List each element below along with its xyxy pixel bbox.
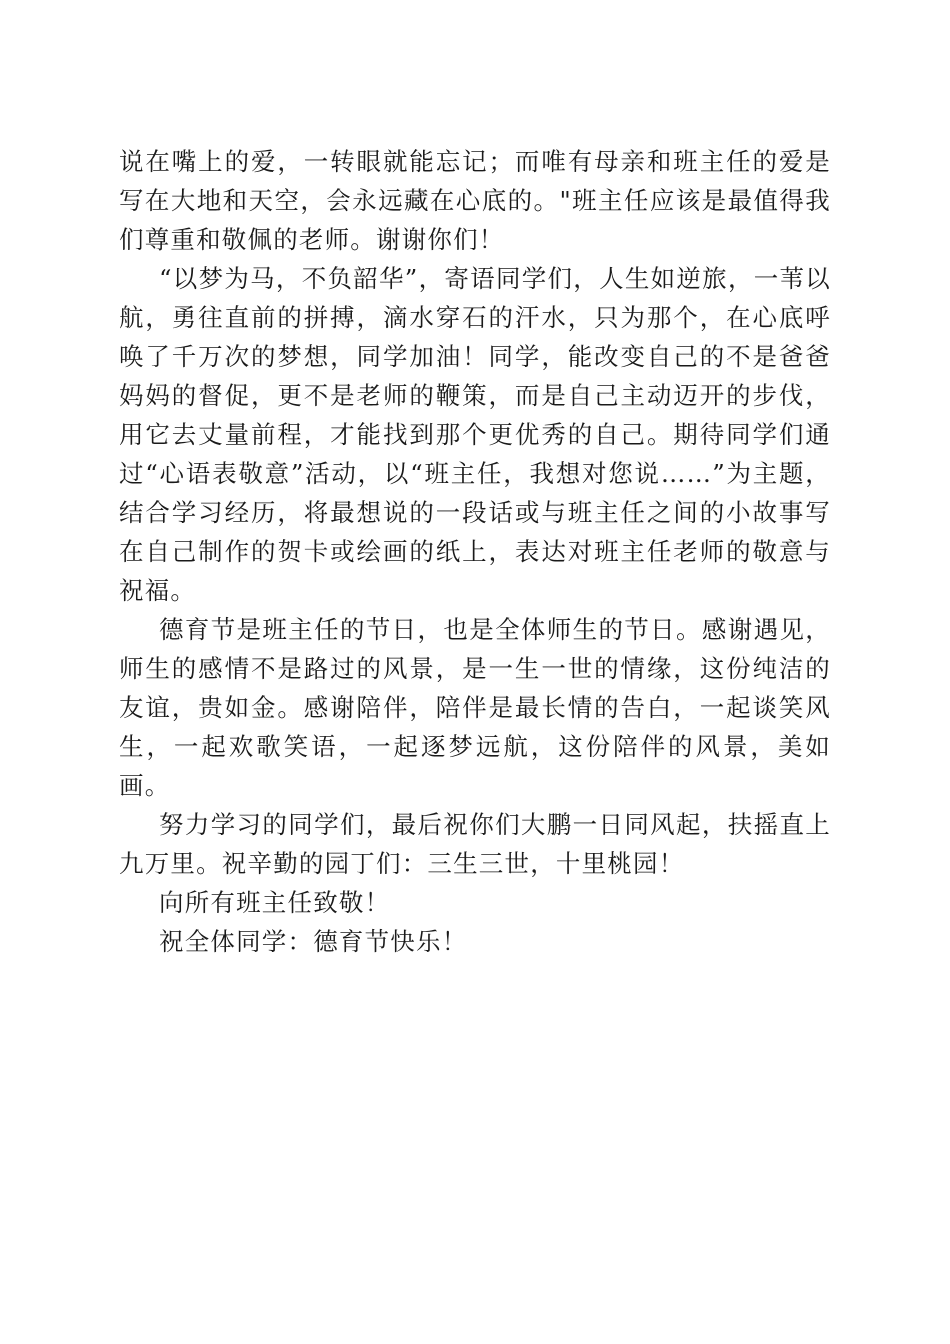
document-body bbox=[119, 142, 831, 961]
paragraph-continuation: 说在嘴上的爱，一转眼就能忘记；而唯有母亲和班主任的爱是写在大地和天空，会永远藏在心底的。"班主任应该是最值得我们尊重和敬佩的老师。谢谢你们！ bbox=[119, 147, 831, 254]
paragraph-wishes: 努力学习的同学们，最后祝你们大鹏一日同风起，扶摇直上九万里。祝辛勤的园丁们：三生三世，十里桃园！ bbox=[119, 810, 831, 878]
paragraph-motto: “以梦为马，不负韶华”，寄语同学们，人生如逆旅，一苇以航，勇往直前的拼搏，滴水穿石的汗水，只为那个，在心底呼唤了千万次的梦想，同学加油！同学，能改变自己的不是爸爸妈妈的督促，更不是老师的鞭策，而是自己主动迈开的步伐，用它去丈量前程，才能找到那个更优秀的自己。期待同学们通过“心语表敬意”活动，以“班主任，我想对您说……”为主题，结合学习经历，将最想说的一段话或与班主任之间的小故事写在自己制作的贺卡或绘画的纸上，表达对班主任老师的敬意与祝福。 bbox=[119, 264, 831, 605]
paragraph-festival: 德育节是班主任的节日，也是全体师生的节日。感谢遇见，师生的感情不是路过的风景，是一生一世的情缘，这份纯洁的友谊，贵如金。感谢陪伴，陪伴是最长情的告白，一起谈笑风生，一起欢歌笑语，一起逐梦远航，这份陪伴的风景，美如画。 bbox=[119, 615, 831, 800]
paragraph-closing: 祝全体同学：德育节快乐！ bbox=[159, 927, 468, 956]
paragraph-salute: 向所有班主任致敬！ bbox=[159, 888, 391, 917]
